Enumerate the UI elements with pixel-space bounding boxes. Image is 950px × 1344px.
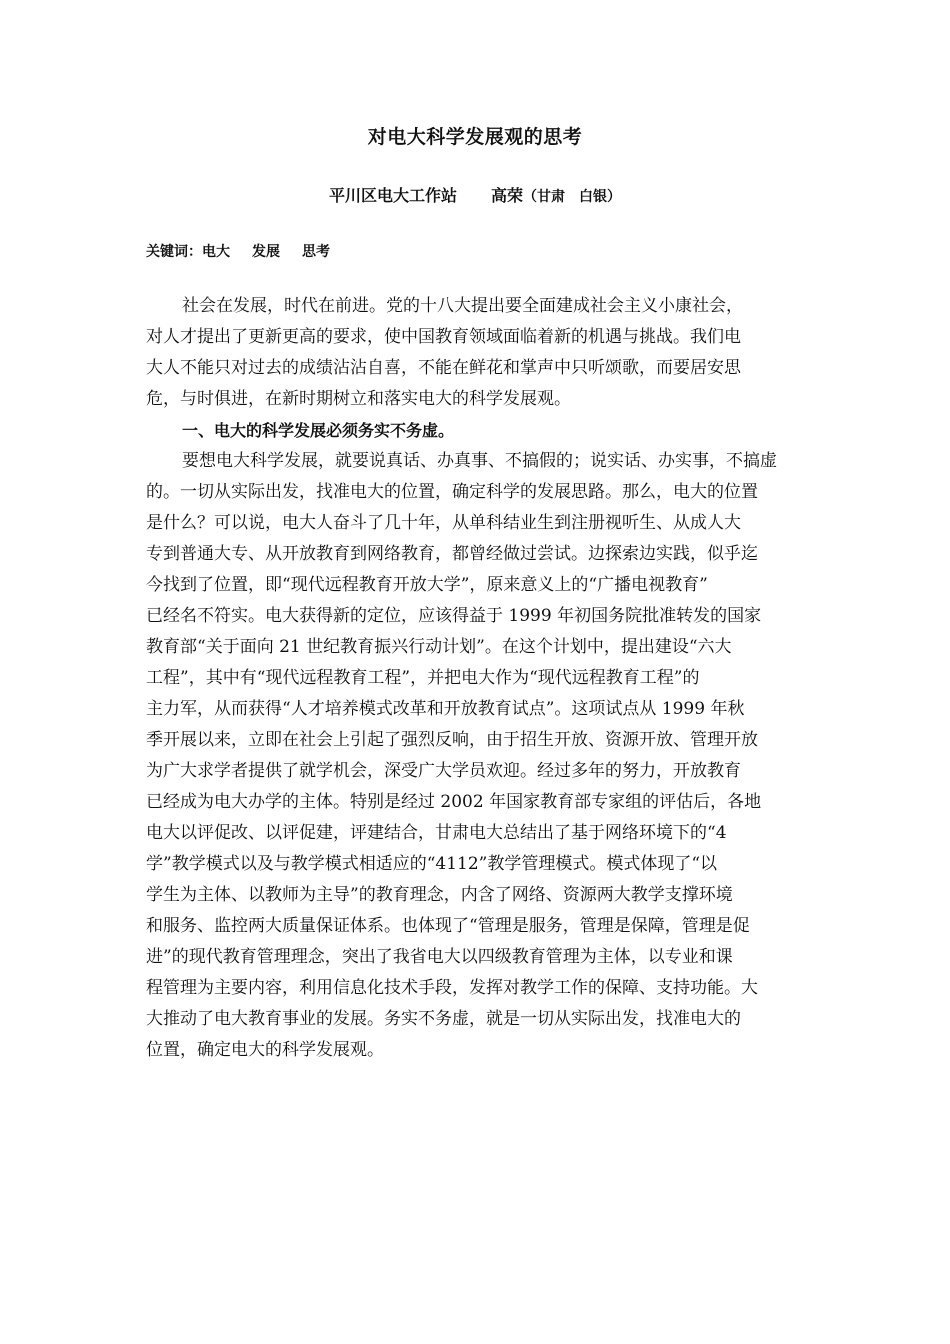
paragraph-line: 和服务、监控两大质量保证体系。也体现了“管理是服务，管理是保障，管理是促 — [146, 916, 750, 936]
paragraph-line: 学生为主体、以教师为主导”的教育理念，内含了网络、资源两大教学支撑环境 — [146, 885, 733, 905]
paragraph-line: 教育部“关于面向 21 世纪教育振兴行动计划”。在这个计划中，提出建设“六大 — [146, 637, 732, 657]
paragraph-line: 学”教学模式以及与教学模式相适应的“4112”教学管理模式。模式体现了“以 — [146, 854, 718, 874]
paragraph-line: 进”的现代教育管理理念，突出了我省电大以四级教育管理为主体，以专业和课 — [146, 947, 733, 967]
paragraph-line: 为广大求学者提供了就学机会，深受广大学员欢迎。经过多年的努力，开放教育 — [146, 761, 741, 781]
paragraph-line: 专到普通大专、从开放教育到网络教育，都曾经做过尝试。边探索边实践，似乎迄 — [146, 544, 758, 564]
paragraph-line: 社会在发展，时代在前进。党的十八大提出要全面建成社会主义小康社会， — [182, 296, 743, 316]
author-location: （甘肃 白银） — [523, 189, 622, 205]
paragraph-line: 大推动了电大教育事业的发展。务实不务虚，就是一切从实际出发，找准电大的 — [146, 1009, 741, 1029]
paragraph-line: 季开展以来，立即在社会上引起了强烈反响，由于招生开放、资源开放、管理开放 — [146, 730, 758, 750]
keywords-label: 关键词： — [146, 244, 202, 260]
paragraph-line: 大人不能只对过去的成绩沾沾自喜，不能在鲜花和掌声中只听颂歌，而要居安思 — [146, 358, 741, 378]
paragraph-line: 是什么？可以说，电大人奋斗了几十年，从单科结业生到注册视听生、从成人大 — [146, 513, 741, 533]
paragraph-line: 已经成为电大办学的主体。特别是经过 2002 年国家教育部专家组的评估后，各地 — [146, 792, 762, 812]
author-name: 高荣 — [491, 186, 524, 205]
keyword-item: 发展 — [252, 244, 280, 260]
keyword-item: 思考 — [302, 244, 330, 260]
section-heading: 一、电大的科学发展必须务实不务虚。 — [182, 421, 455, 440]
document-title: 对电大科学发展观的思考 — [367, 126, 583, 148]
paragraph-line: 已经名不符实。电大获得新的定位，应该得益于 1999 年初国务院批准转发的国家 — [146, 606, 762, 626]
paragraph-line: 程管理为主要内容，利用信息化技术手段，发挥对教学工作的保障、支持功能。大 — [146, 978, 758, 998]
paragraph-line: 电大以评促改、以评促建，评建结合，甘肃电大总结出了基于网络环境下的“4 — [146, 823, 727, 843]
paragraph-line: 对人才提出了更新更高的要求，使中国教育领域面临着新的机遇与挑战。我们电 — [146, 327, 741, 347]
document-body — [146, 291, 808, 1066]
paragraph-line: 今找到了位置，即“现代远程教育开放大学”，原来意义上的“广播电视教育” — [146, 575, 708, 595]
paragraph-line: 要想电大科学发展，就要说真话、办真事、不搞假的；说实话、办实事，不搞虚 — [182, 451, 777, 471]
paragraph-line: 工程”，其中有“现代远程教育工程”，并把电大作为“现代远程教育工程”的 — [146, 668, 700, 688]
paragraph-line: 危，与时俱进，在新时期树立和落实电大的科学发展观。 — [146, 389, 571, 409]
author-line — [0, 183, 950, 206]
keywords-line — [146, 241, 352, 261]
keyword-item: 电大 — [202, 244, 230, 260]
paragraph-line: 主力军，从而获得“人才培养模式改革和开放教育试点”。这项试点从 1999 年秋 — [146, 699, 745, 719]
author-station: 平川区电大工作站 — [328, 186, 457, 205]
paragraph-line: 位置，确定电大的科学发展观。 — [146, 1040, 384, 1060]
paragraph-line: 的。一切从实际出发，找准电大的位置，确定科学的发展思路。那么，电大的位置 — [146, 482, 758, 502]
